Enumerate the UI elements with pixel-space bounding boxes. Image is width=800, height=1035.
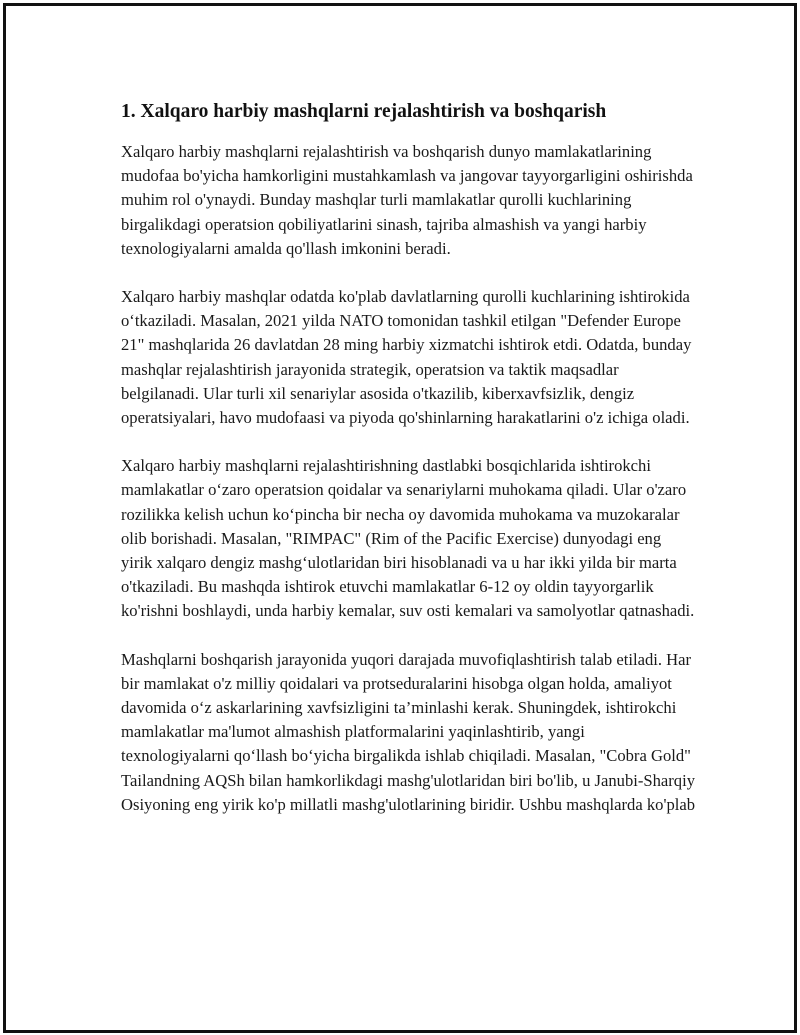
document-body: [121, 98, 696, 841]
paragraph-2: Xalqaro harbiy mashqlar odatda ko'plab davlatlarning qurolli kuchlarining ishtirokida o‘tkaziladi. Masalan, 2021 yilda NATO tomonidan tashkil etilgan "Defender Europe 21" mashqlarida 26 davlatdan 28 ming harbiy xizmatchi ishtirok etdi. Odatda, bunday mashqlar rejalashtirish jarayonida strategik, operatsion va taktik maqsadlar belgilanadi. Ular turli xil senariylar asosida o'tkazilib, kiberxavfsizlik, dengiz operatsiyalari, havo mudofaasi va piyoda qo'shinlarning harakatlarini o'z ichiga oladi.: [121, 287, 692, 428]
paragraph-3: Xalqaro harbiy mashqlarni rejalashtirishning dastlabki bosqichlarida ishtirokchi mamlakatlar o‘zaro operatsion qoidalar va senariylarni muhokama qiladi. Ular o'zaro rozilikka kelish uchun ko‘pincha bir necha oy davomida muhokama va muzokaralar olib borishadi. Masalan, "RIMPAC" (Rim of the Pacific Exercise) dunyodagi eng yirik xalqaro dengiz mashg‘ulotlaridan biri hisoblanadi va u har ikki yilda bir marta o'tkaziladi. Bu mashqda ishtirok etuvchi mamlakatlar 6-12 oy oldin tayyorgarlik ko'rishni boshlaydi, unda harbiy kemalar, suv osti kemalari va samolyotlar qatnashadi.: [121, 456, 695, 621]
section-heading: 1. Xalqaro harbiy mashqlarni rejalashtirish va boshqarish: [121, 101, 607, 122]
page-frame: [3, 3, 797, 1033]
paragraph-1: Xalqaro harbiy mashqlarni rejalashtirish va boshqarish dunyo mamlakatlarining mudofaa bo'yicha hamkorligini mustahkamlash va jangovar tayyorgarligini oshirishda muhim rol o'ynaydi. Bunday mashqlar turli mamlakatlar qurolli kuchlarining birgalikdagi operatsion qobiliyatlarini sinash, tajriba almashish va yangi harbiy texnologiyalarni amalda qo'llash imkonini beradi.: [121, 142, 693, 258]
paragraph-4: Mashqlarni boshqarish jarayonida yuqori darajada muvofiqlashtirish talab etiladi. Har bir mamlakat o'z milliy qoidalari va protseduralarini hisobga olgan holda, amaliyot davomida o‘z askarlarining xavfsizligini ta’minlashi kerak. Shuningdek, ishtirokchi mamlakatlar ma'lumot almashish platformalarini yaqinlashtirib, yangi texnologiyalarni qo‘llash bo‘yicha birgalikda ishlab chiqiladi. Masalan, "Cobra Gold" Tailandning AQSh bilan hamkorlikdagi mashg'ulotlaridan biri bo'lib, u Janubi-Sharqiy Osiyoning eng yirik ko'p millatli mashg'ulotlarining biridir. Ushbu mashqlarda ko'plab: [121, 649, 696, 814]
